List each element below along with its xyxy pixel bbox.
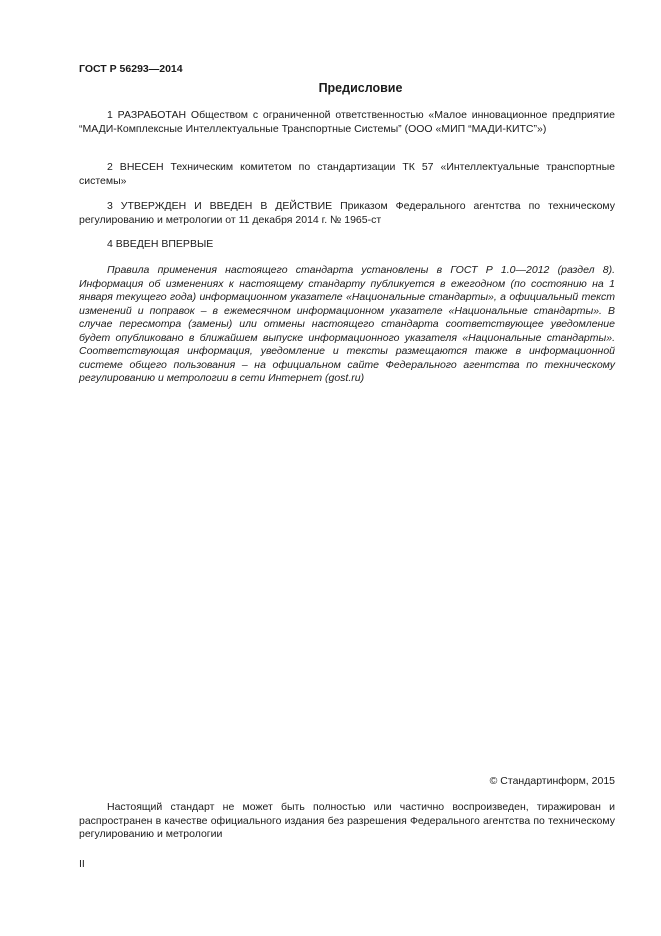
foreword-item-3 <box>79 200 615 227</box>
page-number: II <box>79 858 85 870</box>
reproduction-notice-text: Настоящий стандарт не может быть полностью или частично воспроизведен, тиражирован и распространен в качестве официального издания без разрешения Федерального агентства по техническому регулированию и метрологии <box>79 801 615 840</box>
foreword-item-3-text: 3 УТВЕРЖДЕН И ВВЕДЕН В ДЕЙСТВИЕ Приказом Федерального агентства по техническому регулированию и метрологии от 11 декабря 2014 г. № 1965-ст <box>79 200 615 226</box>
foreword-item-4-text: 4 ВВЕДЕН ВПЕРВЫЕ <box>107 238 214 250</box>
copyright-notice: © Стандартинформ, 2015 <box>489 775 615 787</box>
reproduction-notice <box>79 801 615 842</box>
application-notice <box>79 264 615 386</box>
foreword-item-2 <box>79 161 615 188</box>
standard-code: ГОСТ Р 56293—2014 <box>79 63 183 75</box>
foreword-item-1 <box>79 109 615 136</box>
foreword-item-2-text: 2 ВНЕСЕН Техническим комитетом по стандартизации ТК 57 «Интеллектуальные транспортные системы» <box>79 161 615 187</box>
application-notice-text: Правила применения настоящего стандарта установлены в ГОСТ Р 1.0—2012 (раздел 8). Информация об изменениях к настоящему стандарту публикуется в ежегодном (по состоянию на 1 января текущего года) информационном указателе «Национальные стандарты», а официальный текст изменений и поправок – в ежемесячном информационном указателе «Национальные стандарты». В случае пересмотра (замены) или отмены настоящего стандарта соответствующее уведомление будет опубликовано в ближайшем выпуске информационного указателя «Национальные стандарты». Соответствующая информация, уведомление и тексты размещаются также в информационной системе общего пользования – на официальном сайте Федерального агентства по техническому регулированию и метрологии в сети Интернет (gost.ru) <box>79 264 615 384</box>
foreword-item-1-text: 1 РАЗРАБОТАН Обществом с ограниченной ответственностью «Малое инновационное предприятие “МАДИ-Комплексные Интеллектуальные Транспортные Системы” (ООО «МИП “МАДИ-КИТС”») <box>79 109 615 135</box>
page-title: Предисловие <box>318 81 403 95</box>
foreword-item-4 <box>79 238 615 252</box>
